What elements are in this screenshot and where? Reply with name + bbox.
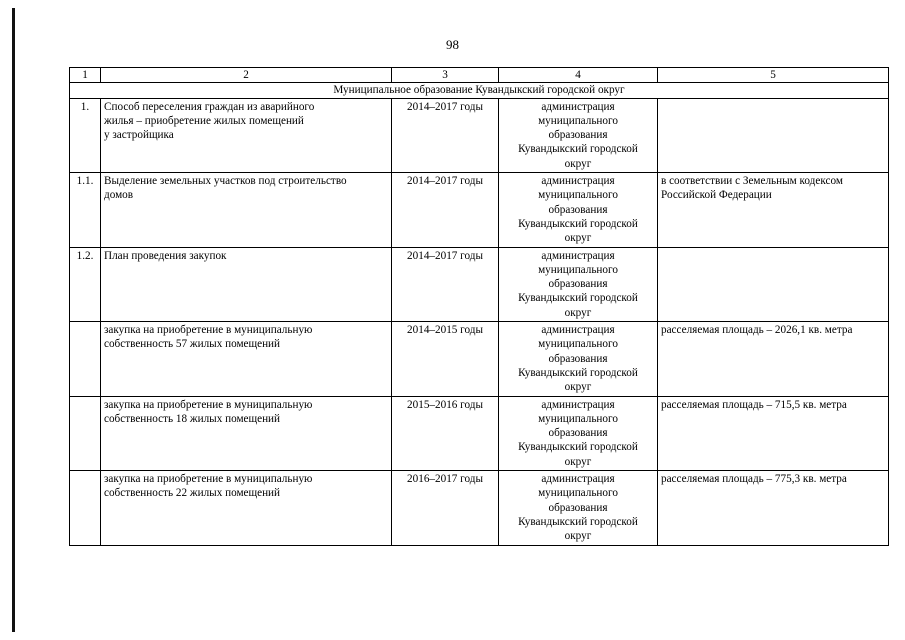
table-header-row — [70, 68, 889, 83]
row-period: 2016–2017 годы — [392, 471, 499, 545]
table-row — [70, 471, 889, 545]
table-row — [70, 98, 889, 172]
program-table — [69, 67, 889, 546]
row-executor: администрация муниципального образования Кувандыкский городской округ — [499, 98, 658, 172]
row-note: расселяемая площадь – 715,5 кв. метра — [658, 396, 889, 470]
row-note — [658, 247, 889, 321]
column-header: 1 — [70, 68, 101, 83]
row-executor: администрация муниципального образования Кувандыкский городской округ — [499, 396, 658, 470]
row-number — [70, 471, 101, 545]
row-number: 1.2. — [70, 247, 101, 321]
row-executor: администрация муниципального образования Кувандыкский городской округ — [499, 322, 658, 396]
row-description: закупка на приобретение в муниципальную собственность 22 жилых помещений — [101, 471, 392, 545]
table-row — [70, 322, 889, 396]
row-note: расселяемая площадь – 775,3 кв. метра — [658, 471, 889, 545]
table-row — [70, 396, 889, 470]
row-note — [658, 98, 889, 172]
row-description: закупка на приобретение в муниципальную собственность 18 жилых помещений — [101, 396, 392, 470]
column-header: 3 — [392, 68, 499, 83]
column-header: 5 — [658, 68, 889, 83]
row-period: 2015–2016 годы — [392, 396, 499, 470]
row-number — [70, 396, 101, 470]
row-description: закупка на приобретение в муниципальную собственность 57 жилых помещений — [101, 322, 392, 396]
region-row — [70, 83, 889, 98]
row-number: 1. — [70, 98, 101, 172]
scan-edge-mark — [12, 8, 15, 632]
row-description: Способ переселения граждан из аварийного жилья – приобретение жилых помещений у застройщика — [101, 98, 392, 172]
row-number — [70, 322, 101, 396]
row-description: Выделение земельных участков под строительство домов — [101, 173, 392, 247]
row-description: План проведения закупок — [101, 247, 392, 321]
table-row — [70, 247, 889, 321]
row-period: 2014–2017 годы — [392, 98, 499, 172]
row-executor: администрация муниципального образования Кувандыкский городской округ — [499, 247, 658, 321]
column-header: 2 — [101, 68, 392, 83]
column-header: 4 — [499, 68, 658, 83]
row-executor: администрация муниципального образования Кувандыкский городской округ — [499, 471, 658, 545]
page-number: 98 — [446, 37, 459, 52]
row-period: 2014–2017 годы — [392, 247, 499, 321]
row-period: 2014–2015 годы — [392, 322, 499, 396]
region-title: Муниципальное образование Кувандыкский городской округ — [70, 83, 889, 98]
row-number: 1.1. — [70, 173, 101, 247]
row-note: расселяемая площадь – 2026,1 кв. метра — [658, 322, 889, 396]
table-row — [70, 173, 889, 247]
row-note: в соответствии с Земельным кодексом Российской Федерации — [658, 173, 889, 247]
row-executor: администрация муниципального образования Кувандыкский городской округ — [499, 173, 658, 247]
row-period: 2014–2017 годы — [392, 173, 499, 247]
